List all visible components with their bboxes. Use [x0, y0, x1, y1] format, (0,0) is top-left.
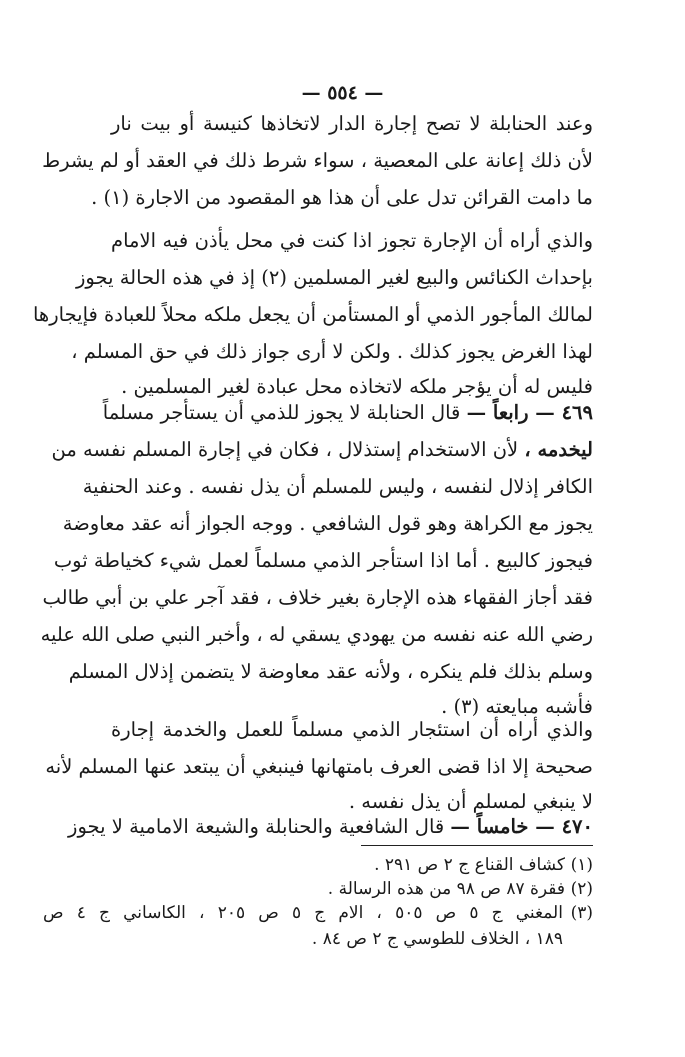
paragraph-2-line-3: لمالك المأجور الذمي أو المستأمن أن يجعل ملكه محلاً للعبادة فإيجارها — [32, 303, 593, 326]
paragraph-3-line-1 — [102, 393, 593, 433]
footnote-3-number: (٣) — [570, 903, 593, 923]
paragraph-3-line-5: فيجوز كالبيع . أما اذا استأجر الذمي مسلماً لعمل شيء كخياطة ثوب — [53, 549, 593, 572]
footnote-2-text: فقرة ٨٧ ص ٩٨ من هذه الرسالة . — [327, 879, 565, 899]
section-469-bold-word: ليخدمه ، — [524, 438, 593, 461]
paragraph-3-line-2 — [51, 430, 593, 470]
paragraph-2-line-4: لهذا الغرض يجوز كذلك . ولكن لا أرى جواز ذلك في حق المسلم ، — [71, 340, 593, 363]
section-469-heading: ٤٦٩ — رابعاً — — [466, 401, 593, 424]
section-469-second-text: لأن الاستخدام إستذلال ، فكان في إجارة المسلم نفسه من — [51, 438, 519, 461]
section-470-text: قال الشافعية والحنابلة والشيعة الامامية لا يجوز — [68, 815, 445, 838]
paragraph-2-line-5: فليس له أن يؤجر ملكه لاتخاذه محل عبادة لغير المسلمين . — [121, 375, 593, 398]
paragraph-1-line-1: وعند الحنابلة لا تصح إجارة الدار لاتخاذها كنيسة أو بيت نار — [111, 112, 593, 135]
footnote-separator — [361, 845, 593, 846]
paragraph-1-line-2: لأن ذلك إعانة على المعصية ، سواء شرط ذلك في العقد أو لم يشرط — [42, 149, 593, 172]
section-469-first-text: قال الحنابلة لا يجوز للذمي أن يستأجر مسلماً — [102, 401, 461, 424]
paragraph-2-line-2: بإحداث الكنائس والبيع لغير المسلمين (٢) إذ في هذه الحالة يجوز — [76, 266, 593, 289]
footnote-2-number: (٢) — [570, 879, 593, 899]
paragraph-1-line-3: ما دامت القرائن تدل على أن هذا هو المقصود من الاجارة (١) . — [91, 186, 593, 209]
paragraph-3-line-4: يجوز مع الكراهة وهو قول الشافعي . ووجه الجواز أنه عقد معاوضة — [62, 512, 593, 535]
footnote-1-number: (١) — [570, 855, 593, 875]
paragraph-3-line-6: فقد أجاز الفقهاء هذه الإجارة بغير خلاف ، فقد آجر علي بن أبي طالب — [42, 586, 593, 609]
footnote-3-continuation: ١٨٩ ، الخلاف للطوسي ج ٢ ص ٨٤ . — [311, 929, 563, 949]
page-number: — ٥٥٤ — — [301, 82, 384, 104]
paragraph-4-line-1: والذي أراه أن استئجار الذمي مسلماً للعمل والخدمة إجارة — [111, 718, 593, 741]
footnote-3-text: المغني ج ٥ ص ٥٠٥ ، الام ج ٥ ص ٢٠٥ ، الكاساني ج ٤ ص — [43, 903, 563, 923]
paragraph-5-line-1 — [68, 807, 593, 847]
paragraph-3-line-9: فأشبه مبايعته (٣) . — [441, 695, 593, 718]
section-470-heading: ٤٧٠ — خامساً — — [450, 815, 593, 838]
paragraph-3-line-7: رضي الله عنه نفسه من يهودي يسقي له ، وأخبر النبي صلى الله عليه — [40, 623, 593, 646]
paragraph-4-line-2: صحيحة إلا اذا قضى العرف بامتهانها فينبغي أن يبتعد عنها المسلم لأنه — [45, 755, 593, 778]
footnote-1-text: كشاف القناع ج ٢ ص ٢٩١ . — [374, 855, 565, 875]
paragraph-4-line-3: لا ينبغي لمسلم أن يذل نفسه . — [348, 790, 593, 813]
paragraph-2-line-1: والذي أراه أن الإجارة تجوز اذا كنت في محل يأذن فيه الامام — [111, 229, 593, 252]
paragraph-3-line-3: الكافر إذلال لنفسه ، وليس للمسلم أن يذل نفسه . وعند الحنفية — [82, 475, 593, 498]
paragraph-3-line-8: وسلم بذلك فلم ينكره ، ولأنه عقد معاوضة لا يتضمن إذلال المسلم — [68, 660, 593, 683]
